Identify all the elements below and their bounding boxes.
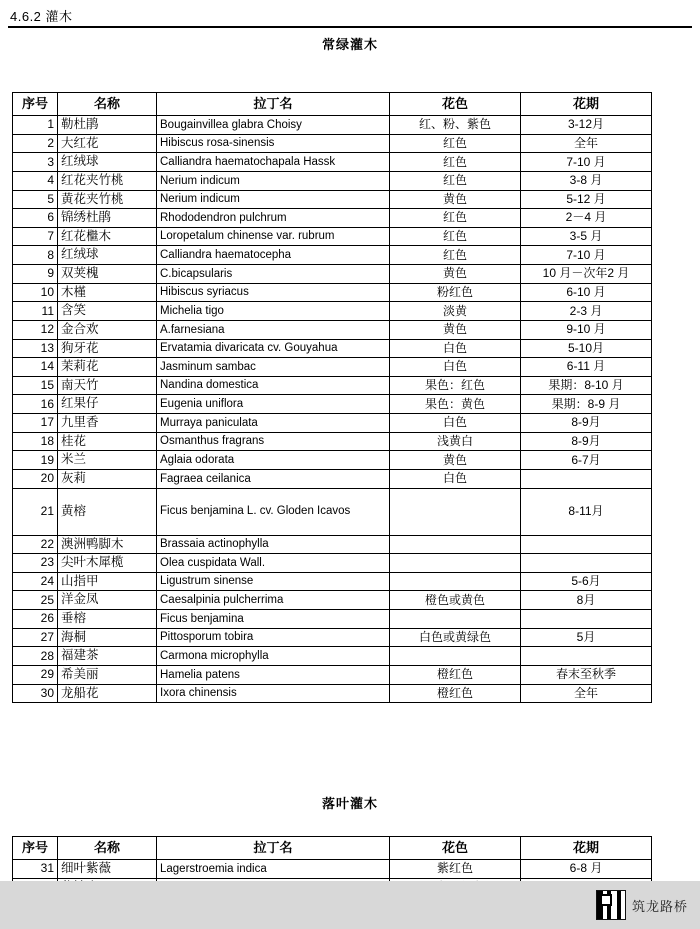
cell-name: 南天竹 — [58, 376, 157, 395]
cell-period: 8-9月 — [521, 432, 652, 451]
cell-latin: Carmona microphylla — [157, 647, 390, 666]
cell-period: 全年 — [521, 684, 652, 703]
cell-color: 白色 — [390, 414, 521, 433]
column-header-color: 花色 — [390, 93, 521, 116]
cell-color: 红色 — [390, 134, 521, 153]
cell-color: 浅黄白 — [390, 432, 521, 451]
cell-name: 希美丽 — [58, 665, 157, 684]
cell-color: 紫红色 — [390, 860, 521, 879]
cell-period — [521, 554, 652, 573]
cell-num: 30 — [13, 684, 58, 703]
cell-num: 22 — [13, 535, 58, 554]
cell-color — [390, 535, 521, 554]
cell-num: 13 — [13, 339, 58, 358]
section-heading: 4.6.2 灌木 — [10, 9, 73, 24]
cell-latin: Ligustrum sinense — [157, 572, 390, 591]
cell-num: 12 — [13, 320, 58, 339]
cell-name: 双荚槐 — [58, 265, 157, 284]
cell-latin: Ficus benjamina — [157, 610, 390, 629]
cell-period: 7-10 月 — [521, 246, 652, 265]
cell-name: 米兰 — [58, 451, 157, 470]
cell-name: 细叶紫薇 — [58, 860, 157, 879]
cell-name: 澳洲鸭脚木 — [58, 535, 157, 554]
cell-name: 狗牙花 — [58, 339, 157, 358]
cell-latin: Nerium indicum — [157, 171, 390, 190]
cell-color: 红色 — [390, 153, 521, 172]
cell-num: 29 — [13, 665, 58, 684]
cell-latin: Ervatamia divaricata cv. Gouyahua — [157, 339, 390, 358]
table-row — [13, 116, 652, 135]
cell-color: 红色 — [390, 246, 521, 265]
cell-latin: Murraya paniculata — [157, 414, 390, 433]
cell-name: 红绒球 — [58, 153, 157, 172]
cell-latin: Ficus benjamina L. cv. Gloden Icavos — [157, 488, 390, 535]
cell-latin: Michelia tigo — [157, 302, 390, 321]
table-row — [13, 610, 652, 629]
column-header-color: 花色 — [390, 837, 521, 860]
cell-latin: Ixora chinensis — [157, 684, 390, 703]
cell-color: 果色：红色 — [390, 376, 521, 395]
cell-num: 25 — [13, 591, 58, 610]
cell-color: 红色 — [390, 227, 521, 246]
cell-latin: Pittosporum tobira — [157, 628, 390, 647]
footer-brand-label: 筑龙路桥 — [631, 898, 688, 914]
cell-num: 6 — [13, 209, 58, 228]
cell-latin: Calliandra haematochapala Hassk — [157, 153, 390, 172]
cell-latin: Rhododendron pulchrum — [157, 209, 390, 228]
cell-color: 橙色或黄色 — [390, 591, 521, 610]
cell-period: 3-5 月 — [521, 227, 652, 246]
cell-num: 23 — [13, 554, 58, 573]
page-footer — [0, 881, 700, 929]
cell-color — [390, 610, 521, 629]
cell-color — [390, 488, 521, 535]
footer-brand-group[interactable] — [596, 890, 688, 920]
table-row — [13, 572, 652, 591]
cell-color — [390, 554, 521, 573]
cell-period: 果期：8-9 月 — [521, 395, 652, 414]
cell-name: 海桐 — [58, 628, 157, 647]
cell-num: 7 — [13, 227, 58, 246]
table-row — [13, 283, 652, 302]
table-row — [13, 554, 652, 573]
table-row — [13, 209, 652, 228]
cell-color: 白色 — [390, 469, 521, 488]
table-row — [13, 265, 652, 284]
cell-name: 红花夹竹桃 — [58, 171, 157, 190]
table-row — [13, 227, 652, 246]
table-row — [13, 591, 652, 610]
cell-latin: Lagerstroemia indica — [157, 860, 390, 879]
cell-latin: Brassaia actinophylla — [157, 535, 390, 554]
cell-latin: Jasminum sambac — [157, 358, 390, 377]
cell-name: 尖叶木犀榄 — [58, 554, 157, 573]
cell-period: 8-11月 — [521, 488, 652, 535]
cell-num: 2 — [13, 134, 58, 153]
table-row — [13, 469, 652, 488]
cell-period: 10 月－次年2 月 — [521, 265, 652, 284]
cell-period: 7-10 月 — [521, 153, 652, 172]
cell-period: 6-10 月 — [521, 283, 652, 302]
evergreen-shrub-table — [12, 92, 652, 703]
cell-num: 20 — [13, 469, 58, 488]
cell-name: 红花檵木 — [58, 227, 157, 246]
table-row — [13, 451, 652, 470]
cell-name: 桂花 — [58, 432, 157, 451]
cell-latin: Caesalpinia pulcherrima — [157, 591, 390, 610]
cell-name: 垂榕 — [58, 610, 157, 629]
cell-latin: Hibiscus syriacus — [157, 283, 390, 302]
cell-num: 31 — [13, 860, 58, 879]
cell-period: 5-6月 — [521, 572, 652, 591]
cell-color: 黄色 — [390, 265, 521, 284]
table-row — [13, 647, 652, 666]
cell-name: 灰莉 — [58, 469, 157, 488]
table-row — [13, 302, 652, 321]
cell-period: 2－4 月 — [521, 209, 652, 228]
table-row — [13, 134, 652, 153]
cell-num: 3 — [13, 153, 58, 172]
cell-latin: Hibiscus rosa-sinensis — [157, 134, 390, 153]
cell-name: 金合欢 — [58, 320, 157, 339]
cell-num: 15 — [13, 376, 58, 395]
cell-latin: Bougainvillea glabra Choisy — [157, 116, 390, 135]
table-row — [13, 684, 652, 703]
column-header-latin: 拉丁名 — [157, 837, 390, 860]
table-row — [13, 171, 652, 190]
cell-color: 红色 — [390, 171, 521, 190]
cell-num: 19 — [13, 451, 58, 470]
cell-num: 28 — [13, 647, 58, 666]
table-row — [13, 628, 652, 647]
table-row — [13, 860, 652, 879]
cell-name: 山指甲 — [58, 572, 157, 591]
cell-name: 锦绣杜鹃 — [58, 209, 157, 228]
cell-name: 福建茶 — [58, 647, 157, 666]
column-header-period: 花期 — [521, 837, 652, 860]
cell-color: 橙红色 — [390, 684, 521, 703]
cell-period: 9-10 月 — [521, 320, 652, 339]
cell-latin: Nandina domestica — [157, 376, 390, 395]
table-row — [13, 339, 652, 358]
cell-color: 白色或黄绿色 — [390, 628, 521, 647]
cell-name: 木槿 — [58, 283, 157, 302]
cell-color: 白色 — [390, 358, 521, 377]
table-row — [13, 535, 652, 554]
cell-color — [390, 572, 521, 591]
cell-period — [521, 647, 652, 666]
cell-period: 6-7月 — [521, 451, 652, 470]
cell-name: 茉莉花 — [58, 358, 157, 377]
cell-color: 黄色 — [390, 320, 521, 339]
cell-num: 14 — [13, 358, 58, 377]
cell-num: 1 — [13, 116, 58, 135]
cell-latin: A.farnesiana — [157, 320, 390, 339]
header-divider — [8, 26, 692, 28]
column-header-name: 名称 — [58, 93, 157, 116]
cell-num: 16 — [13, 395, 58, 414]
cell-num: 8 — [13, 246, 58, 265]
cell-latin: Fagraea ceilanica — [157, 469, 390, 488]
table-row — [13, 414, 652, 433]
cell-num: 11 — [13, 302, 58, 321]
table-header-row — [13, 837, 652, 860]
table-row — [13, 395, 652, 414]
cell-color — [390, 647, 521, 666]
cell-latin: Osmanthus fragrans — [157, 432, 390, 451]
column-header-period: 花期 — [521, 93, 652, 116]
table-row — [13, 665, 652, 684]
table-header-row — [13, 93, 652, 116]
cell-name: 大红花 — [58, 134, 157, 153]
cell-color: 黄色 — [390, 451, 521, 470]
cell-color: 橙红色 — [390, 665, 521, 684]
cell-period — [521, 535, 652, 554]
table-row — [13, 488, 652, 535]
table-row — [13, 153, 652, 172]
cell-color: 红、粉、紫色 — [390, 116, 521, 135]
table-row — [13, 432, 652, 451]
cell-color: 粉红色 — [390, 283, 521, 302]
cell-period: 8-9月 — [521, 414, 652, 433]
cell-latin: Calliandra haematocepha — [157, 246, 390, 265]
cell-name: 黄花夹竹桃 — [58, 190, 157, 209]
cell-latin: C.bicapsularis — [157, 265, 390, 284]
cell-period: 6-8 月 — [521, 860, 652, 879]
cell-period: 果期：8-10 月 — [521, 376, 652, 395]
cell-period: 全年 — [521, 134, 652, 153]
cell-latin: Aglaia odorata — [157, 451, 390, 470]
cell-num: 24 — [13, 572, 58, 591]
table-row — [13, 246, 652, 265]
column-header-latin: 拉丁名 — [157, 93, 390, 116]
cell-period — [521, 610, 652, 629]
cell-period: 2-3 月 — [521, 302, 652, 321]
cell-name: 九里香 — [58, 414, 157, 433]
qr-code-icon — [596, 890, 626, 920]
table-row — [13, 320, 652, 339]
deciduous-table-title: 落叶灌木 — [321, 796, 378, 811]
cell-num: 18 — [13, 432, 58, 451]
table-row — [13, 358, 652, 377]
cell-latin: Hamelia patens — [157, 665, 390, 684]
cell-name: 含笑 — [58, 302, 157, 321]
cell-period: 3-8 月 — [521, 171, 652, 190]
cell-period: 春末至秋季 — [521, 665, 652, 684]
cell-name: 龙船花 — [58, 684, 157, 703]
cell-name: 红绒球 — [58, 246, 157, 265]
cell-name: 黄榕 — [58, 488, 157, 535]
cell-num: 21 — [13, 488, 58, 535]
evergreen-table-title: 常绿灌木 — [321, 37, 378, 52]
cell-num: 5 — [13, 190, 58, 209]
cell-num: 17 — [13, 414, 58, 433]
column-header-name: 名称 — [58, 837, 157, 860]
cell-name: 勒杜鹃 — [58, 116, 157, 135]
cell-period: 5-12 月 — [521, 190, 652, 209]
cell-latin: Nerium indicum — [157, 190, 390, 209]
cell-color: 黄色 — [390, 190, 521, 209]
cell-period: 3-12月 — [521, 116, 652, 135]
column-header-num: 序号 — [13, 837, 58, 860]
cell-latin: Loropetalum chinense var. rubrum — [157, 227, 390, 246]
cell-num: 4 — [13, 171, 58, 190]
cell-period: 6-11 月 — [521, 358, 652, 377]
cell-latin: Eugenia uniflora — [157, 395, 390, 414]
column-header-num: 序号 — [13, 93, 58, 116]
cell-name: 红果仔 — [58, 395, 157, 414]
cell-color: 红色 — [390, 209, 521, 228]
cell-period: 5-10月 — [521, 339, 652, 358]
cell-period: 5月 — [521, 628, 652, 647]
table-row — [13, 190, 652, 209]
cell-num: 26 — [13, 610, 58, 629]
cell-num: 9 — [13, 265, 58, 284]
cell-latin: Olea cuspidata Wall. — [157, 554, 390, 573]
cell-period: 8月 — [521, 591, 652, 610]
cell-period — [521, 469, 652, 488]
cell-num: 27 — [13, 628, 58, 647]
table-row — [13, 376, 652, 395]
cell-num: 10 — [13, 283, 58, 302]
cell-color: 白色 — [390, 339, 521, 358]
cell-color: 淡黄 — [390, 302, 521, 321]
cell-name: 洋金凤 — [58, 591, 157, 610]
cell-color: 果色：黄色 — [390, 395, 521, 414]
